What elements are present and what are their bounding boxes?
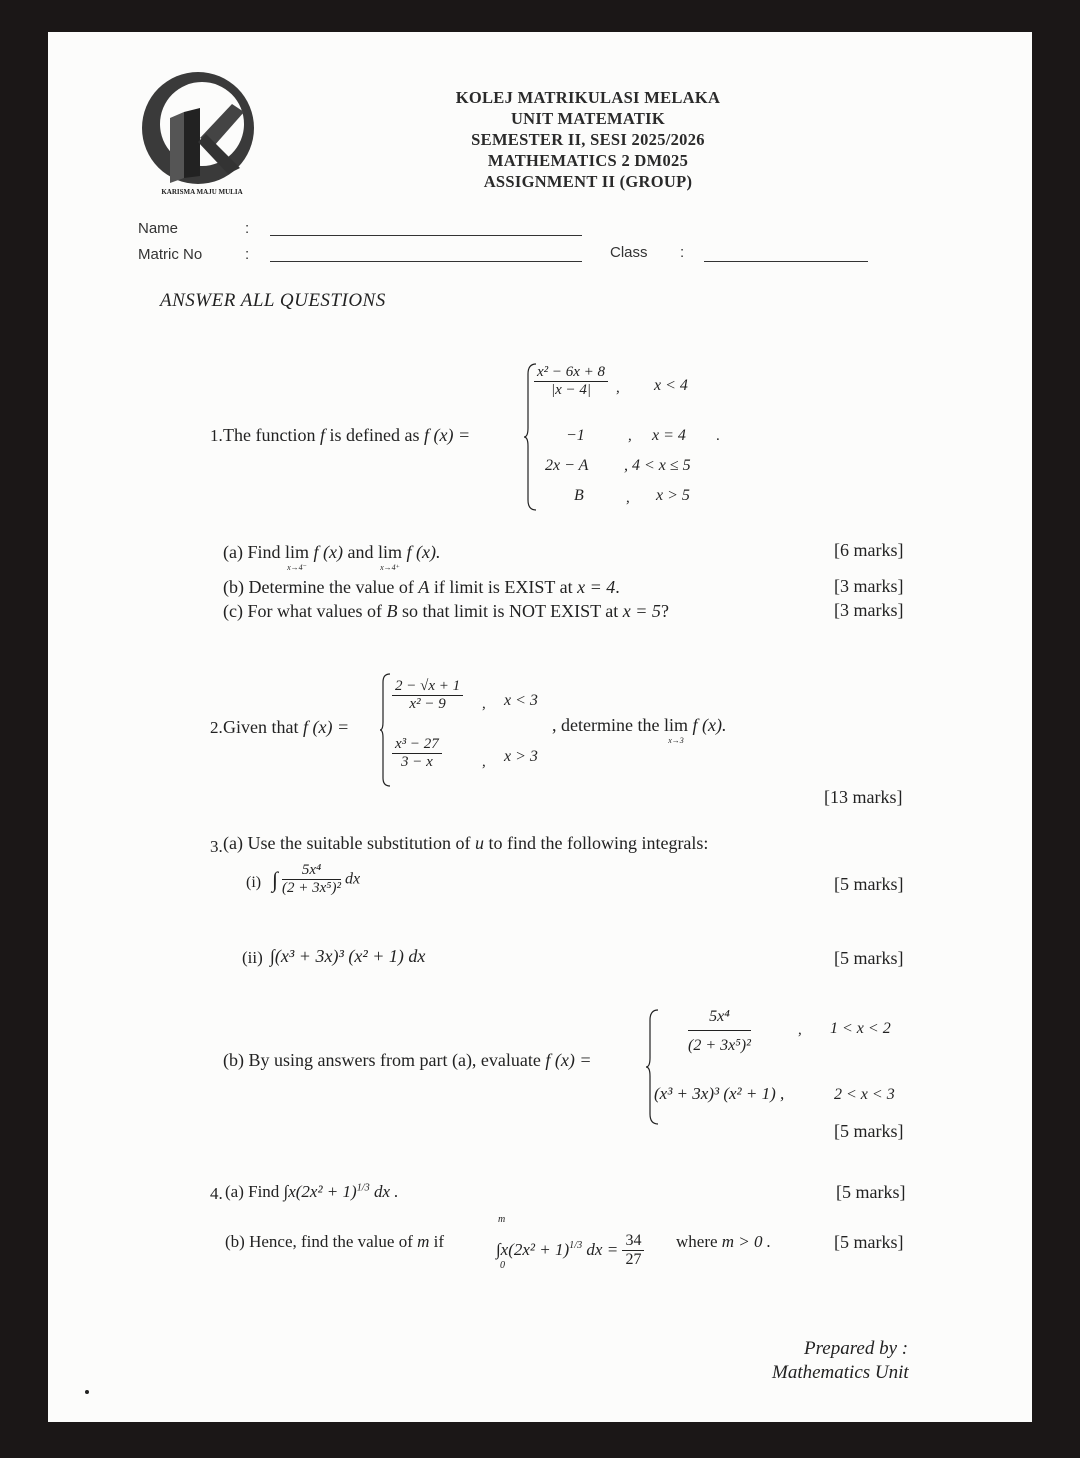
q2-marks: [13 marks] [824,787,903,807]
q4a-marks: [5 marks] [836,1182,906,1202]
q1-case3-expr: 2x − A [545,457,589,474]
stray-dot [85,1390,89,1394]
header-line-1: KOLEJ MATRIKULASI MELAKA [455,88,721,107]
q2-case2-den: 3 − x [401,754,433,771]
document-page: KARISMA MAJU MULIA KOLEJ MATRIKULASI MELAKA UNIT MATEMATIK SEMESTER II, SESI 2025/2026 MATHEMATICS 2 DM025 ASSIGNMENT II (GROUP) Name : Matric No : Class : ANSWER ALL QUESTIONS 1. The function f is defined as f (x) = $\frac{\text{x² − 6x + 8}}{|x - 4|}$ , x < 4 −1 , x = 4 . 2x − A , 4 < x ≤ 5 B , x > 5 (a) Find lim x→4⁻ f (x) and lim x→4⁺ f (x). [6 marks] (b) Determine the value of A if limit is EXIST at x = 4. [3 marks] (c) For what values of B so that limit is NOT EXIST at x = 5? [3 marks] 2. Given that f (x) = $\frac{2 - √x + 1}{\text{x² − 9}}$ , x < 3 $\frac{\text{x³ − 27}}{3 - x}$ , x > 3 , determine the lim x→3 f (x). [13 marks] 3. (a) Use the suitable substitution of u to find the following integrals: (i) ∫ $\frac{\text{5x⁴}}{\text{(2 + 3x⁵)²}}$ dx [5 marks] (ii) ∫(x³ + 3x)³ (x² + 1) dx [5 marks] (b) By using answers from part (a), evaluate f (x) = $\frac{\text{5x⁴}}{\text{(2 + 3x⁵)²}}$ , 1 < x < 2 (x³ + 3x)³ (x² + 1) , 2 < x < 3 [5 marks] 4. (a) Find $\int x(2x^2 + 1)^{1/3}$ dx . [5 marks] (b) Hence, find the value of m if m 0 $\int x(2x^2 + 1)^{1/3}$ dx = $\frac{34}{27}$ where m > 0 . [5 marks] Prepared by : Mathematics Unit [48,32,1032,1422]
q1-intro-text: The function [223,425,316,445]
q1a-text: (a) Find lim x→4⁻ f (x) and lim x→4⁺ f (x). [223,542,441,572]
q3b-case2-expr: (x³ + 3x)³ (x² + 1) , [654,1084,785,1103]
header-line-4: MATHEMATICS 2 DM025 [487,151,689,170]
q2-case1 [392,678,463,714]
q3b-case2-cond: 2 < x < 3 [834,1086,895,1103]
class-field[interactable] [704,261,868,262]
q2-number: 2. [210,718,223,737]
class-label: Class [610,244,648,261]
q2-case1-cond: x < 3 [504,692,538,709]
q2-case2-num: x³ − 27 [392,736,442,754]
q2-intro: Given that f (x) = [223,717,350,737]
name-colon: : [245,220,250,237]
q4a-text: (a) Find $\int x(2x^2 + 1)^{1/3}$ dx . [225,1182,399,1201]
q3ii-label: (ii) [242,948,263,967]
q2-case1-num: 2 − √x + 1 [392,678,463,696]
q1a-lim2: lim x→4⁺ [378,542,403,572]
q2-determine: , determine the lim x→3 f (x). [552,715,727,745]
matric-field[interactable] [270,261,582,262]
q3i-label: (i) [246,874,262,891]
prepared-by: Prepared by : [804,1338,909,1359]
q3b-case1-cond: 1 < x < 2 [830,1020,891,1037]
class-colon: : [680,244,685,261]
q4b-lower: 0 [500,1260,505,1271]
header-line-3: SEMESTER II, SESI 2025/2026 [471,130,705,149]
q1-case1-num: x² − 6x + 8 [534,364,608,382]
header-line-5: ASSIGNMENT II (GROUP) [483,172,693,191]
q1-case1-cond: x < 4 [654,377,688,394]
q1-case2-cond: x = 4 [652,427,686,444]
college-logo [140,68,270,198]
q1-case4-cond: x > 5 [656,487,690,504]
q3-number: 3. [210,837,223,856]
q1-case1-den: |x − 4| [551,382,592,399]
q4b-marks: [5 marks] [834,1232,904,1252]
matric-colon: : [245,246,250,263]
q1-fx: f (x) = [423,425,471,445]
q4b-where: where m > 0 . [676,1232,772,1251]
q3b-brace [646,1008,660,1126]
q2-brace [380,672,392,788]
prepared-unit: Mathematics Unit [772,1362,909,1383]
q4b-upper: m [498,1214,506,1225]
q1-case4-expr: B [574,487,584,504]
q3ii-marks: [5 marks] [834,948,904,968]
q4b-text: (b) Hence, find the value of m if [225,1232,445,1251]
q1c-text: (c) For what values of B so that limit is NOT EXIST at x = 5? [223,601,669,621]
q4b-integral: $\int x(2x^2 + 1)^{1/3}$ dx = $\frac{34}{27}$ [496,1232,644,1270]
q1-intro [223,425,470,446]
q1-case2-expr: −1 [566,427,585,444]
q1c-marks: [3 marks] [834,600,904,620]
q3a-text: (a) Use the suitable substitution of u to find the following integrals: [223,833,709,853]
q1-case1 [534,364,608,400]
q1b-marks: [3 marks] [834,576,904,596]
q3i-marks: [5 marks] [834,874,904,894]
q3b-case1: $\frac{\text{5x⁴}}{\text{(2 + 3x⁵)²}}$ [688,1008,751,1055]
q1-case3-cond: , 4 < x ≤ 5 [624,457,691,474]
q2-case2-cond: x > 3 [504,748,538,765]
q2-case2 [392,736,442,772]
instruction: ANSWER ALL QUESTIONS [160,290,386,311]
q2-case1-den: x² − 9 [409,696,446,713]
logo-motto: KARISMA MAJU MULIA [161,188,243,196]
q1-f: f [319,425,325,445]
q1a-marks: [6 marks] [834,540,904,560]
q3b-text: (b) By using answers from part (a), evaluate f (x) = [223,1050,592,1070]
q4-number: 4. [210,1184,223,1203]
name-label: Name [138,220,179,237]
name-field[interactable] [270,235,582,236]
q1a-lim1: lim x→4⁻ [285,542,310,572]
q3i-integral: ∫ $\frac{\text{5x⁴}}{\text{(2 + 3x⁵)²}}$ dx [272,862,361,897]
q3b-marks: [5 marks] [834,1121,904,1141]
q1-case1-fraction [534,364,608,400]
q1-defined: is defined as [329,425,420,445]
matric-label: Matric No [138,246,203,263]
q3ii-expr: ∫(x³ + 3x)³ (x² + 1) dx [270,946,426,966]
header-line-2: UNIT MATEMATIK [510,109,666,128]
q1-number: 1. [210,426,223,445]
q1b-text: (b) Determine the value of A if limit is EXIST at x = 4. [223,577,620,597]
